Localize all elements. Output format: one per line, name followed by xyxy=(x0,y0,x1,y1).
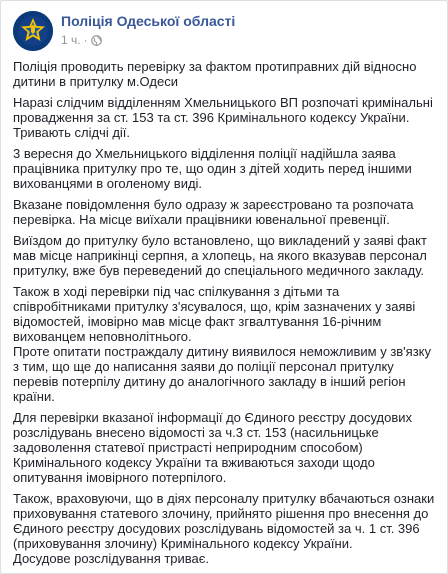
page-name-link[interactable]: Поліція Одеської області xyxy=(61,13,236,29)
post-timestamp[interactable]: 1 ч. xyxy=(61,33,81,47)
post-paragraph: Виїздом до притулку було встановлено, що викладений у заяві факт мав місце наприкінці серпня, а хлопець, на якого вказував персонал притулку, вже був переведений до спеціального медичного закладу. xyxy=(13,233,427,278)
post-meta xyxy=(61,33,102,47)
meta-separator: · xyxy=(83,33,88,47)
police-badge-icon xyxy=(13,11,53,51)
avatar[interactable] xyxy=(13,11,53,51)
post-paragraph: Досудове розслідування триває. xyxy=(13,551,210,566)
post-paragraph: Вказане повідомлення було одразу ж зареєстровано та розпочата перевірка. На місце виїхали працівники ювенальної превенції. xyxy=(13,197,414,227)
post-paragraph: 3 вересня до Хмельницького відділення поліції надійшла заява працівника притулку про те, що один з дітей ходить перед іншими вихованцями в оголеному виді. xyxy=(13,146,412,191)
post-header xyxy=(13,11,433,51)
post-paragraph: Також в ході перевірки під час спілкування з дітьми та співробітниками притулку з'ясувалося, що, крім зазначених у заяві відомостей, імовірно мав місце факт згвалтування 16-річним вихованцем неповнолітнього. xyxy=(13,284,416,344)
post-paragraph: Поліція проводить перевірку за фактом протиправних дій відносно дитини в притулку м.Одеси xyxy=(13,59,417,89)
post-text xyxy=(13,59,437,572)
post-paragraph: Наразі слідчим відділенням Хмельницького ВП розпочаті кримінальні провадження за ст. 153 та ст. 396 Кримінального кодексу України. Тривають слідчі дії. xyxy=(13,95,433,140)
post-paragraph: Для перевірки вказаної інформації до Єдиного реєстру досудових розслідувань внесено відомості за ч.3 ст. 153 (насильницьке задоволення статевої пристрасті неприродним способом) Кримінального кодексу України та вживаються заходи щодо опитування імовірного потерпілого. xyxy=(13,410,413,485)
post-paragraph: Також, враховуючи, що в діях персоналу притулку вбачаються ознаки приховування статевого злочину, прийнято рішення про внесення до Єдиного реєстру досудових розслідувань відомостей за ч. 1 ст. 396 (приховування злочину) Кримінального кодексу України. xyxy=(13,491,435,551)
post-paragraph: Проте опитати постраждалу дитину виявилося неможливим у зв'язку з тим, що ще до написання заяви до поліції персонал притулку перевів потерпілу дитину до аналогічного закладу в інший регіон країни. xyxy=(13,344,431,404)
globe-icon[interactable] xyxy=(91,35,102,46)
